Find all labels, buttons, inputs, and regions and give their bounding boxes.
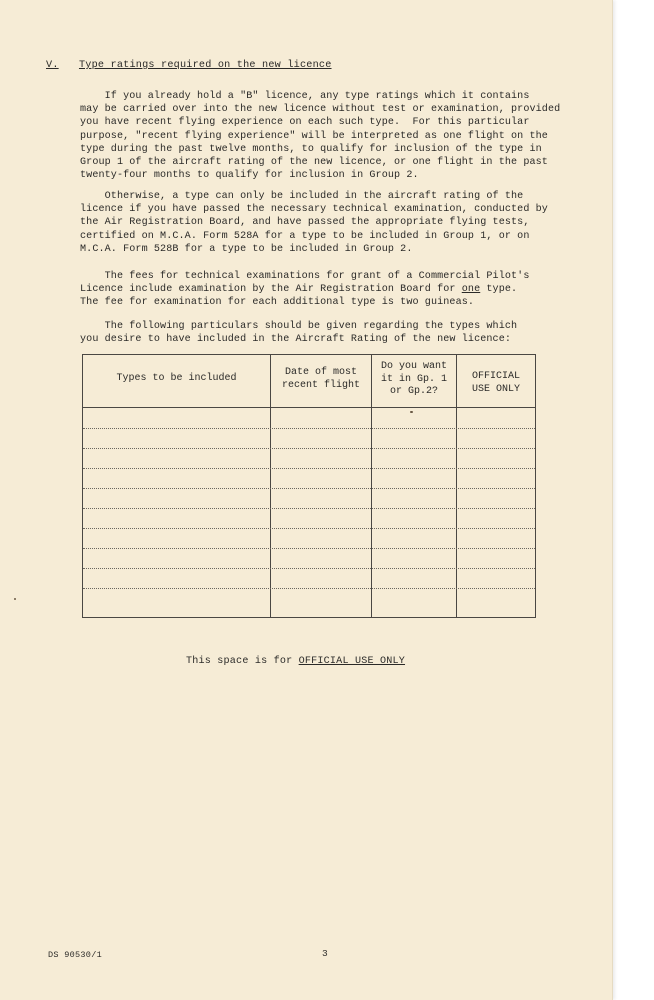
entry-row-line <box>83 508 535 509</box>
header-types-to-be-included <box>83 373 270 386</box>
header-date-of-most-recent-flight <box>271 367 371 392</box>
header-line: OFFICIAL <box>471 371 520 382</box>
paragraph-line: the Air Registration Board, and have passed the appropriate flying tests, <box>80 217 530 229</box>
entry-row-line <box>83 548 535 549</box>
paragraph-line: M.C.A. Form 528B for a type to be included in Group 2. <box>80 243 413 255</box>
header-group-choice <box>372 361 456 399</box>
paragraph-particulars <box>80 320 580 346</box>
header-official-use-only <box>457 371 535 396</box>
fees-text: type. <box>480 284 518 296</box>
paragraph-line: If you already hold a "B" licence, any type ratings which it contains <box>80 91 530 102</box>
paragraph-line: certified on M.C.A. Form 528A for a type to be included in Group 1, or on <box>80 230 530 242</box>
official-note-underlined: OFFICIAL USE ONLY <box>298 656 406 667</box>
entry-row-line <box>83 528 535 529</box>
official-use-note <box>186 656 405 667</box>
paragraph-line: The fee for examination for each additional type is two guineas. <box>80 297 475 309</box>
paragraph-line: type during the past twelve months, to qualify for inclusion of the type in <box>80 143 542 155</box>
column-divider <box>270 355 271 617</box>
type-ratings-table <box>82 354 536 618</box>
header-line: USE ONLY <box>471 383 520 395</box>
form-code: DS 90530/1 <box>48 950 103 960</box>
paragraph-line: you desire to have included in the Aircraft Rating of the new licence: <box>80 334 512 346</box>
section-heading <box>46 60 332 71</box>
paragraph-line: licence if you have passed the necessary technical examination, conducted by <box>80 204 548 216</box>
paragraph-existing-licence <box>80 90 580 182</box>
header-line: recent flight <box>281 379 360 391</box>
paragraph-line: twenty-four months to qualify for inclusion in Group 2. <box>80 170 419 182</box>
header-line: Date of most <box>284 367 357 378</box>
fees-text: Licence include examination by the Air Registration Board for <box>80 284 462 296</box>
paragraph-technical-examination <box>80 190 580 256</box>
paragraph-line <box>80 283 580 296</box>
paragraph-line: may be carried over into the new licence without test or examination, provided <box>80 104 561 116</box>
entry-row-line <box>83 448 535 449</box>
paragraph-line: Group 1 of the aircraft rating of the new licence, or one flight in the past <box>80 157 548 169</box>
header-line: or Gp.2? <box>389 386 438 397</box>
entry-row-line <box>83 488 535 489</box>
header-line: Types to be included <box>116 373 237 384</box>
paragraph-line: you have recent flying experience on each such type. For this particular <box>80 117 530 129</box>
paragraph-line: Otherwise, a type can only be included in the aircraft rating of the <box>80 191 524 202</box>
header-line: Do you want <box>380 361 447 372</box>
paragraph-line: The fees for technical examinations for grant of a Commercial Pilot's <box>80 271 530 282</box>
page-number: 3 <box>322 948 328 959</box>
entry-row-line <box>83 468 535 469</box>
paragraph-line: The following particulars should be given regarding the types which <box>80 321 518 332</box>
section-title: Type ratings required on the new licence <box>78 60 332 71</box>
official-note-prefix: This space is for <box>186 656 299 667</box>
fees-one-underlined: one <box>461 284 481 296</box>
paragraph-fees <box>80 270 580 310</box>
entry-row-line <box>83 568 535 569</box>
header-divider <box>83 407 535 408</box>
paragraph-line: purpose, "recent flying experience" will be interpreted as one flight on the <box>80 130 548 142</box>
ink-speck <box>410 411 413 413</box>
header-line: it in Gp. 1 <box>380 373 447 385</box>
section-number: V. <box>46 60 59 71</box>
entry-row-line <box>83 428 535 429</box>
entry-row-line <box>83 588 535 589</box>
ink-speck <box>14 598 16 600</box>
